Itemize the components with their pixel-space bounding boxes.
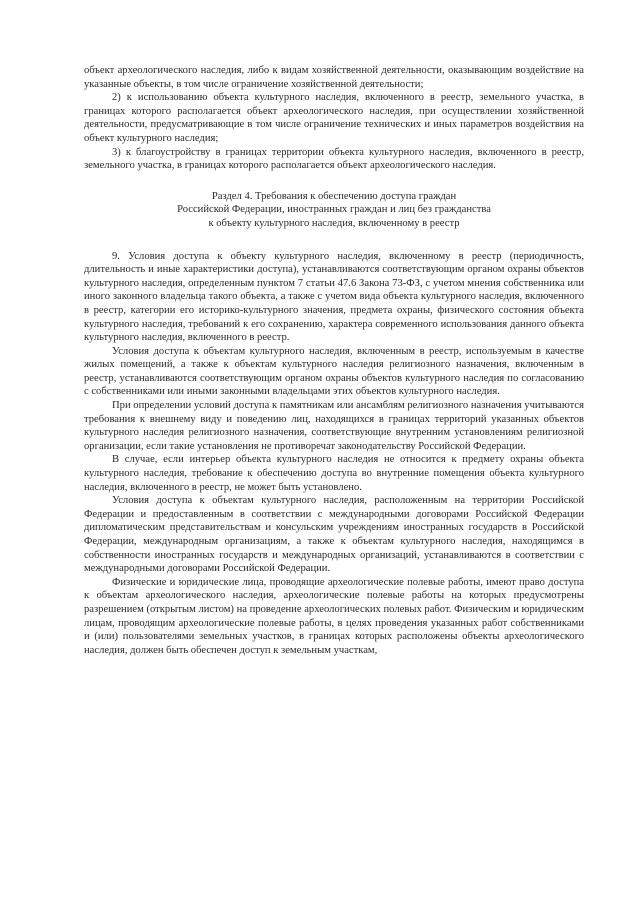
paragraph-residential-religious: Условия доступа к объектам культурного наследия, включенным в реестр, используемым в качестве жилых помещений, а также к объектам культурного наследия религиозного назначения, включенным в реестр, устанавливаются соответствующим органом охраны объектов культурного наследия по согласованию с собственниками или иными законными владельцами этих объектов культурного наследия.	[84, 345, 584, 398]
paragraph-interior: В случае, если интерьер объекта культурного наследия не относится к предмету охраны объекта культурного наследия, требование к обеспечению доступа во внутренние помещения объекта культурного наследия, включенного в реестр, не может быть установлено.	[84, 454, 584, 493]
paragraph-item-3: 3) к благоустройству в границах территории объекта культурного наследия, включенного в реестр, земельного участка, в границах которого располагается объект археологического наследия.	[84, 146, 584, 172]
document-page	[84, 64, 584, 657]
section-heading-line-1: Раздел 4. Требования к обеспечению доступа граждан	[211, 190, 457, 202]
section-heading	[84, 190, 584, 231]
section-heading-line-2: Российской Федерации, иностранных граждан и лиц без гражданства	[177, 204, 491, 216]
paragraph-item-2: 2) к использованию объекта культурного наследия, включенного в реестр, земельного участка, в границах которого располагается объект археологического наследия, при осуществлении хозяйственной деятельности, предусматривающие в том числе ограничение технических и иных параметров воздействия на объект культурного наследия;	[84, 92, 584, 144]
paragraph-religious-monuments: При определении условий доступа к памятникам или ансамблям религиозного назначения учитываются требования к внешнему виду и поведению лиц, находящихся в границах территорий указанных объектов культурного наследия религиозного назначения, соответствующие внутренним установлениям религиозной организации, если такие установления не противоречат законодательству Российской Федерации.	[84, 400, 584, 452]
section-heading-line-3: к объекту культурного наследия, включенному в реестр	[208, 217, 460, 229]
paragraph-archaeology: Физические и юридические лица, проводящие археологические полевые работы, имеют право доступа к объектам археологического наследия, археологические полевые работы на которых предусмотрены разрешением (открытым листом) на проведение археологических полевых работ. Физическим и юридическим лицам, проводящим археологические полевые работы, в целях проведения указанных работ собственниками и (или) пользователями земельных участков, в границах которых расположены объекты археологического наследия, должен быть обеспечен доступ к земельным участкам,	[84, 576, 584, 656]
paragraph-continuation: объект археологического наследия, либо к видам хозяйственной деятельности, оказывающим воздействие на указанные объекты, в том числе ограничение хозяйственной деятельности;	[84, 65, 584, 90]
paragraph-9: 9. Условия доступа к объекту культурного наследия, включенному в реестр (периодичность, длительность и иные характеристики доступа), устанавливаются соответствующим органом охраны объектов культурного наследия, определенным пунктом 7 статьи 47.6 Закона 73-ФЗ, с учетом мнения собственника или иного законного владельца такого объекта, а также с учетом вида объекта культурного наследия, включенного в реестр, категории его историко-культурного значения, предмета охраны, физического состояния объекта культурного наследия, требований к его сохранению, характера современного использования данного объекта культурного наследия, включенного в реестр.	[84, 250, 584, 344]
paragraph-diplomatic: Условия доступа к объектам культурного наследия, расположенным на территории Российской Федерации и предоставленным в соответствии с международными договорами Российской Федерации дипломатическим представительствам и консульским учреждениям иностранных государств в Российской Федерации, международным организациям, а также к объектам культурного наследия, находящимся в собственности иностранных государств и международных организаций, устанавливаются в соответствии с международными договорами Российской Федерации.	[84, 495, 584, 575]
